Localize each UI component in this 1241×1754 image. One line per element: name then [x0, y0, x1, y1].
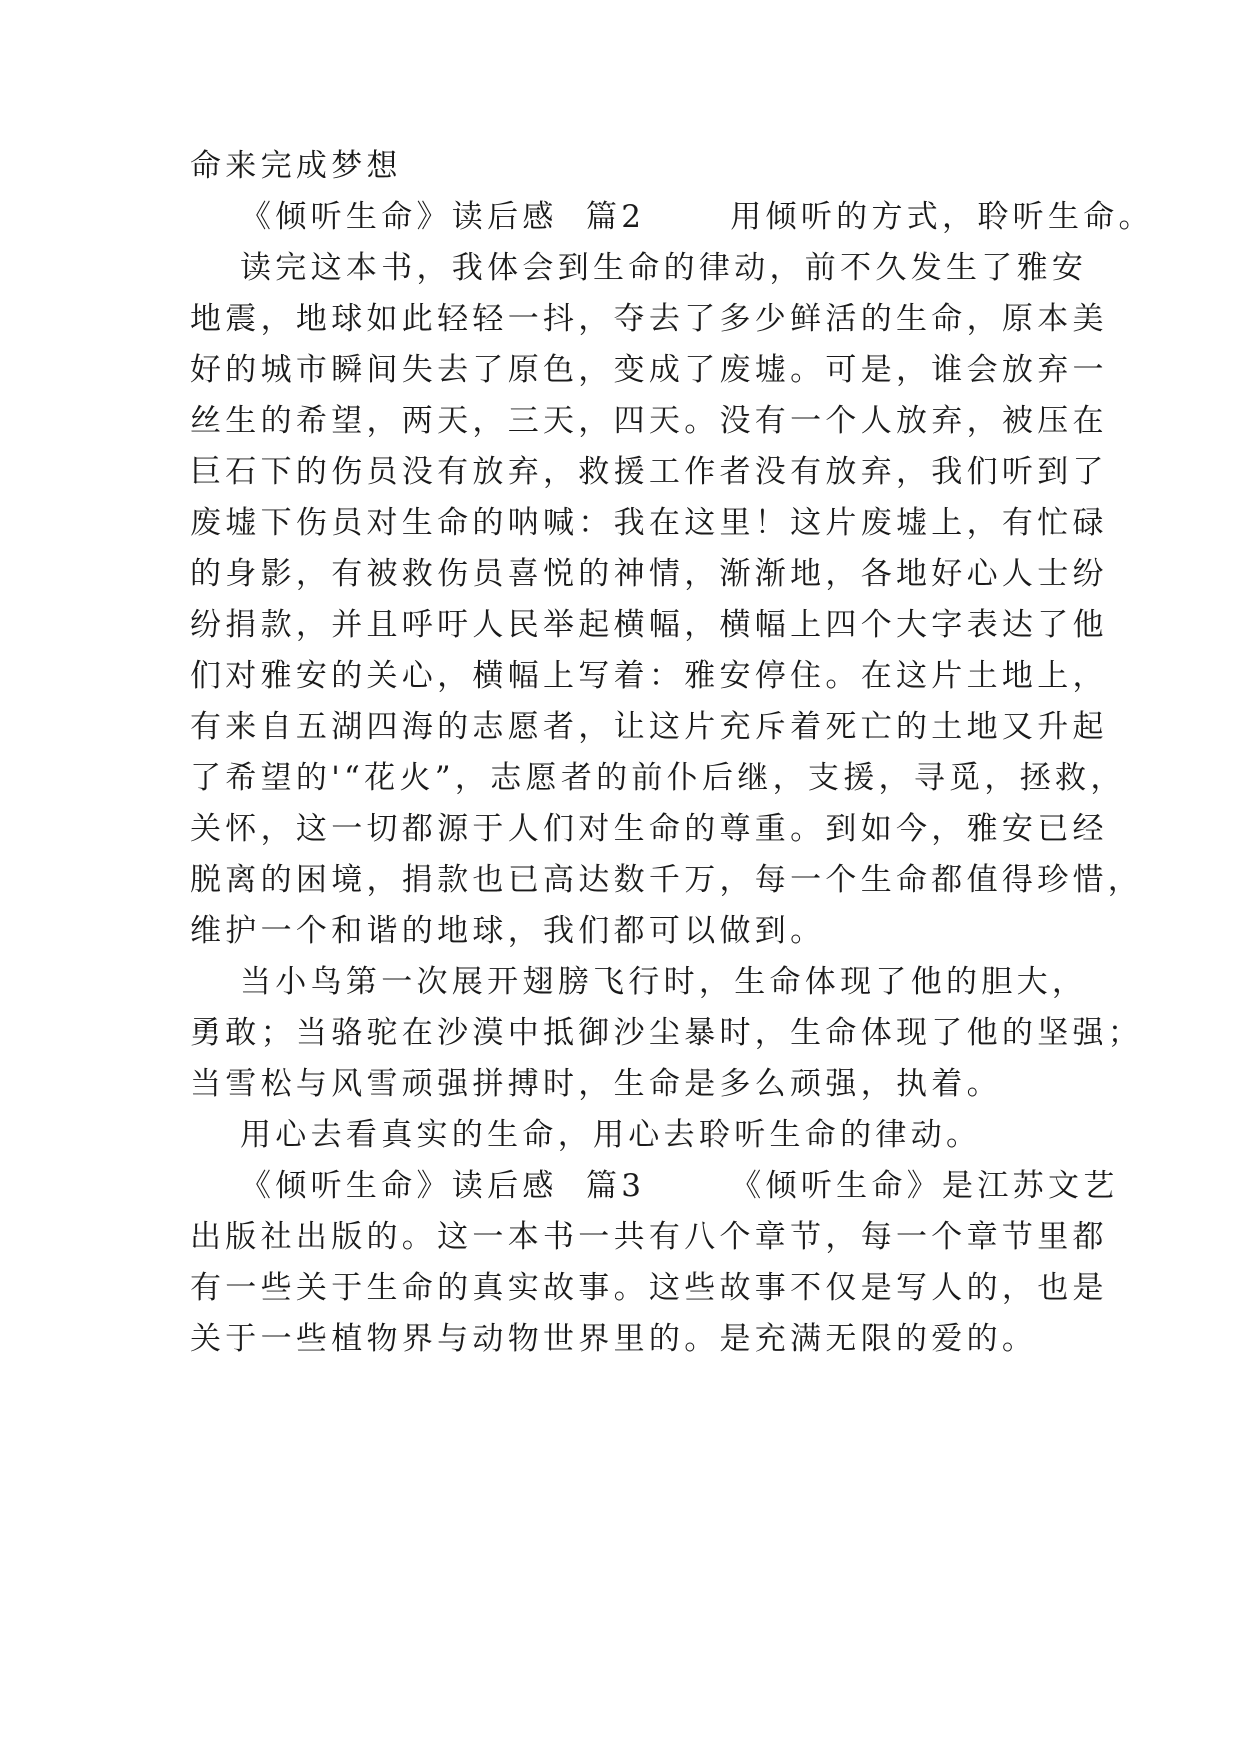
- text-line: 用心去看真实的生命，用心去聆听生命的律动。: [240, 1117, 982, 1153]
- text-line: 脱离的困境，捐款也已高达数千万，每一个生命都值得珍惜，: [190, 862, 1144, 898]
- text-line: 当小鸟第一次展开翅膀飞行时，生命体现了他的胆大，: [240, 964, 1088, 1000]
- text-line: 关于一些植物界与动物世界里的。是充满无限的爱的。: [190, 1321, 1038, 1357]
- text-line: 们对雅安的关心，横幅上写着：雅安停住。在这片土地上，: [190, 658, 1108, 694]
- text-line: 好的城市瞬间失去了原色，变成了废墟。可是，谁会放弃一: [190, 352, 1108, 388]
- text-line: 巨石下的伤员没有放弃，救援工作者没有放弃，我们听到了: [190, 454, 1108, 490]
- text-line: 读完这本书，我体会到生命的律动，前不久发生了雅安: [240, 250, 1088, 286]
- text-line: 纷捐款，并且呼吁人民举起横幅，横幅上四个大字表达了他: [190, 607, 1108, 643]
- text-line: 勇敢；当骆驼在沙漠中抵御沙尘暴时，生命体现了他的坚强；: [190, 1015, 1144, 1051]
- section-heading: 《倾听生命》读后感 篇3 《倾听生命》是江苏文艺: [240, 1168, 1119, 1204]
- text-line: 了希望的'“花火”，志愿者的前仆后继，支援，寻觅，拯救，: [190, 760, 1126, 796]
- text-line: 当雪松与风雪顽强拼搏时，生命是多么顽强，执着。: [190, 1066, 1002, 1102]
- text-line: 命来完成梦想: [190, 148, 402, 184]
- text-line: 废墟下伤员对生命的呐喊：我在这里！这片废墟上，有忙碌: [190, 505, 1108, 541]
- text-line: 有一些关于生命的真实故事。这些故事不仅是写人的，也是: [190, 1270, 1108, 1306]
- text-line: 维护一个和谐的地球，我们都可以做到。: [190, 913, 826, 949]
- text-line: 丝生的希望，两天，三天，四天。没有一个人放弃，被压在: [190, 403, 1108, 439]
- text-line: 地震，地球如此轻轻一抖，夺去了多少鲜活的生命，原本美: [190, 301, 1108, 337]
- text-line: 有来自五湖四海的志愿者，让这片充斥着死亡的土地又升起: [190, 709, 1108, 745]
- section-heading: 《倾听生命》读后感 篇2 用倾听的方式，聆听生命。: [240, 199, 1154, 235]
- text-line: 的身影，有被救伤员喜悦的神情，渐渐地，各地好心人士纷: [190, 556, 1108, 592]
- text-line: 出版社出版的。这一本书一共有八个章节，每一个章节里都: [190, 1219, 1108, 1255]
- text-line: 关怀，这一切都源于人们对生命的尊重。到如今，雅安已经: [190, 811, 1108, 847]
